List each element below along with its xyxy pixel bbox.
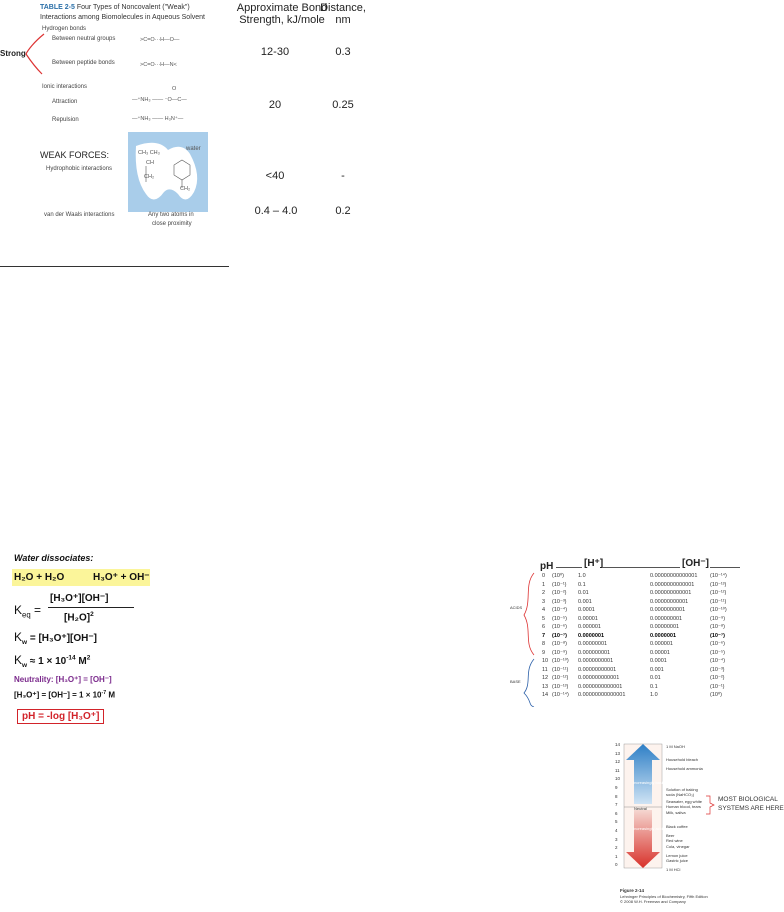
isobutyl-ch2: CH₂ [144,174,155,180]
keq-k: K [14,603,23,617]
lemon-label: Lemon juice [666,853,688,858]
oh-exponent: (10⁻⁶) [710,641,725,647]
oh-concentration: 0.0000001 [650,632,676,639]
oh-exponent: (10⁻¹²) [710,590,727,596]
repulsion-formula: —⁺NH₃ —— H₃N⁺— [132,116,184,122]
hydrogen-bonds-label: Hydrogen bonds [42,26,87,32]
h-exponent: (10⁻²) [552,590,567,596]
weak-forces-label: WEAK FORCES: [40,150,110,160]
strength-hbond: 12-30 [260,46,290,58]
ph-scale-tick: 4 [615,828,618,833]
h-concentration: 0.000000000001 [578,675,620,681]
blood-label: Human blood, tears [666,804,701,809]
ph-value: 10 [542,658,549,664]
neutral-hbond-formula: >C=O···H—O— [140,37,180,43]
carboxylate-o: O [172,86,177,92]
keq-den-sup: 2 [90,611,94,618]
isobutyl-ch: CH [146,160,154,166]
ph-value: 3 [542,598,546,605]
attraction-label: Attraction [52,99,78,105]
oh-concentration: 0.00000000000001 [650,573,698,579]
ph-scale-tick: 10 [615,776,621,782]
base-label: BASE [510,679,521,684]
h-header: [H⁺] [584,558,604,569]
h-concentration: 0.00001 [578,615,598,622]
strong-bracket-icon [22,30,46,78]
oh-exponent: (10⁻⁷) [710,632,725,639]
increasingly-acidic-label: Increasingly acidic [633,826,666,831]
keq-den-text: [H₂O] [64,612,91,624]
oh-concentration: 1.0 [650,692,658,698]
h-concentration: 1.0 [578,573,586,579]
oh-exponent: (10⁻³) [710,666,725,673]
ph-value: 1 [542,581,546,588]
ph-scale-tick: 2 [615,845,618,851]
reaction-right: H₃O⁺ + OH⁻ [93,572,150,583]
ph-value: 5 [542,615,546,622]
kw-k: K [14,630,23,644]
figure-caption1: Lehninger Principles of Biochemistry, Fifth Edition [620,894,708,899]
keq-numerator: [H₃O⁺][OH⁻] [50,593,109,604]
cola-label: Cola, vinegar [666,844,690,849]
ph-value: 14 [542,692,549,698]
ph-header-rule2 [602,567,650,568]
most-biological-line2: SYSTEMS ARE HERE [718,805,784,812]
kw-exp: -14 [66,654,76,662]
ph-value: 0 [542,573,546,579]
table-number: TABLE 2-5 [40,4,75,11]
water-label: water [186,146,201,152]
ph-scale-tick: 9 [615,785,618,790]
figure-caption2: © 2008 W.H. Freeman and Company [620,899,686,904]
ionic-interactions-label: Ionic interactions [42,84,88,90]
distance-hydrophobic: - [341,170,345,182]
h-concentration: 0.0000000001 [578,658,614,664]
h-exponent: (10⁻³) [552,598,567,605]
oh-concentration: 0.00000001 [650,624,680,630]
ph-header-rule3 [650,567,680,568]
h-exponent: (10⁻¹) [552,581,567,588]
baking-soda-label2: soda (NaHCO₃) [666,792,695,797]
peptide-hbond-formula: >C=O···H—N< [140,62,177,68]
ph-value: 9 [542,649,546,656]
h-exponent: (10⁻¹⁰) [552,658,569,664]
h-exponent: (10⁻⁸) [552,641,568,647]
ph-scale-tick: 5 [615,819,618,825]
oh-header: [OH⁻] [682,558,709,569]
h-concentration: 0.0000001 [578,632,604,639]
water-dissociates-heading: Water dissociates: [14,553,94,563]
ph-value: 12 [542,675,549,681]
ph-value: 4 [542,607,546,613]
distance-ionic: 0.25 [332,99,354,111]
ph-value: 11 [542,666,548,673]
distance-vdw: 0.2 [335,205,351,217]
oh-concentration: 0.1 [650,683,658,690]
red-wine-label: Red wine [666,838,683,843]
beer-label: Beer [666,833,675,838]
h-exponent: (10⁰) [552,573,564,579]
h-exponent: (10⁻¹¹) [552,666,569,673]
increasingly-basic-label: Increasingly basic [633,780,665,785]
ph-definition: pH = -log [H₃O⁺] [17,709,104,724]
oh-exponent: (10⁰) [710,692,722,698]
equal-exp: -7 [101,690,107,696]
ph-header-rule1 [556,567,582,568]
keq-symbol: $K_{eq}$ = [14,603,42,620]
any-two-atoms-label: Any two atoms in [148,212,194,218]
oh-concentration: 0.00001 [650,649,670,656]
kw-approx: ≈ 1 × 10 [29,656,67,667]
noncovalent-interactions-table [0,0,232,232]
biological-range-bracket-icon [704,794,716,816]
hcl-label: 1 M HCl [666,867,681,872]
neutral-label: Neutral [634,806,647,811]
equal-unit: M [106,690,116,700]
table-title-line1 [40,4,190,11]
isobutyl-ch3: CH₃ CH₃ [138,150,160,156]
close-proximity-label: close proximity [152,221,192,227]
peptide-bonds-label: Between peptide bonds [52,60,115,66]
ammonia-label: Household ammonia [666,766,703,771]
kw-sub2: w [22,662,28,669]
kw-expression [14,630,97,646]
h-concentration: 0.0001 [578,607,595,613]
oh-exponent: (10⁻¹¹) [710,598,727,605]
equal-concentration-line [14,690,115,700]
gastric-label: Gastric juice [666,858,689,863]
keq-sub: eq [22,610,31,620]
oh-concentration: 0.000000001 [650,615,683,622]
ph-scale-figure [614,740,784,912]
oh-exponent: (10⁻⁵) [710,649,725,656]
h-concentration: 0.001 [578,598,592,605]
kw-unit: M [75,656,87,667]
acid-base-brackets-icon [518,571,542,707]
oh-concentration: 0.001 [650,666,664,673]
kw-line: = [H₃O⁺][OH⁻] [29,633,97,644]
ph-scale-tick: 11 [615,767,620,773]
ph-scale-tick: 1 [615,853,618,859]
section-divider [0,266,229,267]
bond-strength-header: Approximate Bond Strength, kJ/mole [236,2,328,26]
kw-k2: K [14,653,23,667]
kw-sub: w [22,639,28,646]
bleach-label: Household bleach [666,757,699,762]
oh-concentration: 0.000000000001 [650,590,692,596]
milk-label: Milk, saliva [666,810,686,815]
h-exponent: (10⁻⁴) [552,607,568,613]
table-title-line2: Interactions among Biomolecules in Aqueous Solvent [40,14,205,21]
ph-value: 6 [542,624,546,630]
h-concentration: 0.00000001 [578,641,608,647]
h-exponent: (10⁻⁷) [552,632,567,639]
strength-ionic: 20 [268,99,282,111]
attraction-formula: —⁺NH₃ —— ⁻O—C— [132,97,187,103]
ph-scale-tick: 13 [615,750,621,756]
ph-value: 7 [542,632,546,639]
table-title-text: Four Types of Noncovalent ("Weak") [76,4,190,11]
strong-label: Strong [0,49,26,58]
neutrality-line: Neutrality: [H₃O⁺] = [OH⁻] [14,675,112,684]
oh-concentration: 0.0000000000001 [650,581,695,588]
most-biological-line1: MOST BIOLOGICAL [718,796,778,803]
hydrophobic-water-diagram [128,132,208,212]
oh-exponent: (10⁻¹⁰) [710,607,727,613]
ph-scale-tick: 3 [615,836,618,842]
h-concentration: 0.1 [578,581,586,588]
keq-fraction-bar [48,607,134,608]
oh-exponent: (10⁻¹) [710,683,725,690]
oh-concentration: 0.00000000001 [650,598,689,605]
h-exponent: (10⁻⁶) [552,624,567,630]
distance-header: Distance, nm [320,2,366,26]
h-exponent: (10⁻¹²) [552,675,569,681]
equal-text: [H₃O⁺] = [OH⁻] = 1 × 10 [14,690,102,700]
oh-exponent: (10⁻²) [710,675,725,681]
oh-concentration: 0.0000000001 [650,607,686,613]
ph-value: 2 [542,590,546,596]
h-concentration: 0.00000000000001 [578,692,626,698]
oh-exponent: (10⁻¹³) [710,581,727,588]
coffee-label: Black coffee [666,824,688,829]
benzyl-ch2: CH₂ [180,186,191,192]
kw-value [14,653,90,669]
ph-scale-tick: 12 [615,759,621,765]
kw-unit-sup: 2 [86,654,91,662]
oh-exponent: (10⁻¹⁴) [710,573,727,579]
ph-value: 8 [542,641,546,647]
seawater-label: Seawater, egg white [666,799,703,804]
van-der-waals-label: van der Waals interactions [44,212,115,218]
ph-table [500,555,784,705]
h-exponent: (10⁻¹³) [552,683,569,690]
ph-scale-tick: 7 [615,802,618,808]
repulsion-label: Repulsion [52,117,79,123]
hydrophobic-label: Hydrophobic interactions [46,166,113,172]
keq-denominator [64,611,94,623]
h-concentration: 0.0000000000001 [578,683,623,690]
oh-exponent: (10⁻⁹) [710,615,726,622]
h-concentration: 0.000001 [578,624,601,630]
ph-scale-tick: 14 [615,742,621,747]
oh-exponent: (10⁻⁴) [710,658,726,664]
baking-soda-label: Solution of baking [666,787,698,792]
oh-concentration: 0.0001 [650,658,667,664]
h-exponent: (10⁻¹⁴) [552,692,569,698]
ph-scale-tick: 6 [615,810,618,816]
strength-vdw: 0.4 – 4.0 [254,205,298,217]
acid-label: ACIDS [510,605,523,610]
h-concentration: 0.000000001 [578,649,611,656]
strength-hydrophobic: <40 [265,170,285,182]
ph-value: 13 [542,683,549,690]
oh-concentration: 0.01 [650,675,661,681]
neutral-groups-label: Between neutral groups [52,36,116,42]
h-concentration: 0.01 [578,590,589,596]
h-concentration: 0.00000000001 [578,666,617,673]
oh-concentration: 0.000001 [650,641,673,647]
distance-hbond: 0.3 [335,46,351,58]
h-exponent: (10⁻⁹) [552,649,568,656]
naoh-label: 1 M NaOH [666,744,685,749]
oh-exponent: (10⁻⁸) [710,624,726,630]
ph-scale-tick: 0 [615,862,618,868]
ph-header-rule4 [710,567,740,568]
reaction-left: H₂O + H₂O [14,572,65,583]
ph-scale-tick: 8 [615,793,618,799]
ph-header: pH [540,561,554,572]
h-exponent: (10⁻⁵) [552,615,567,622]
figure-label: Figure 2-14 [620,888,645,893]
